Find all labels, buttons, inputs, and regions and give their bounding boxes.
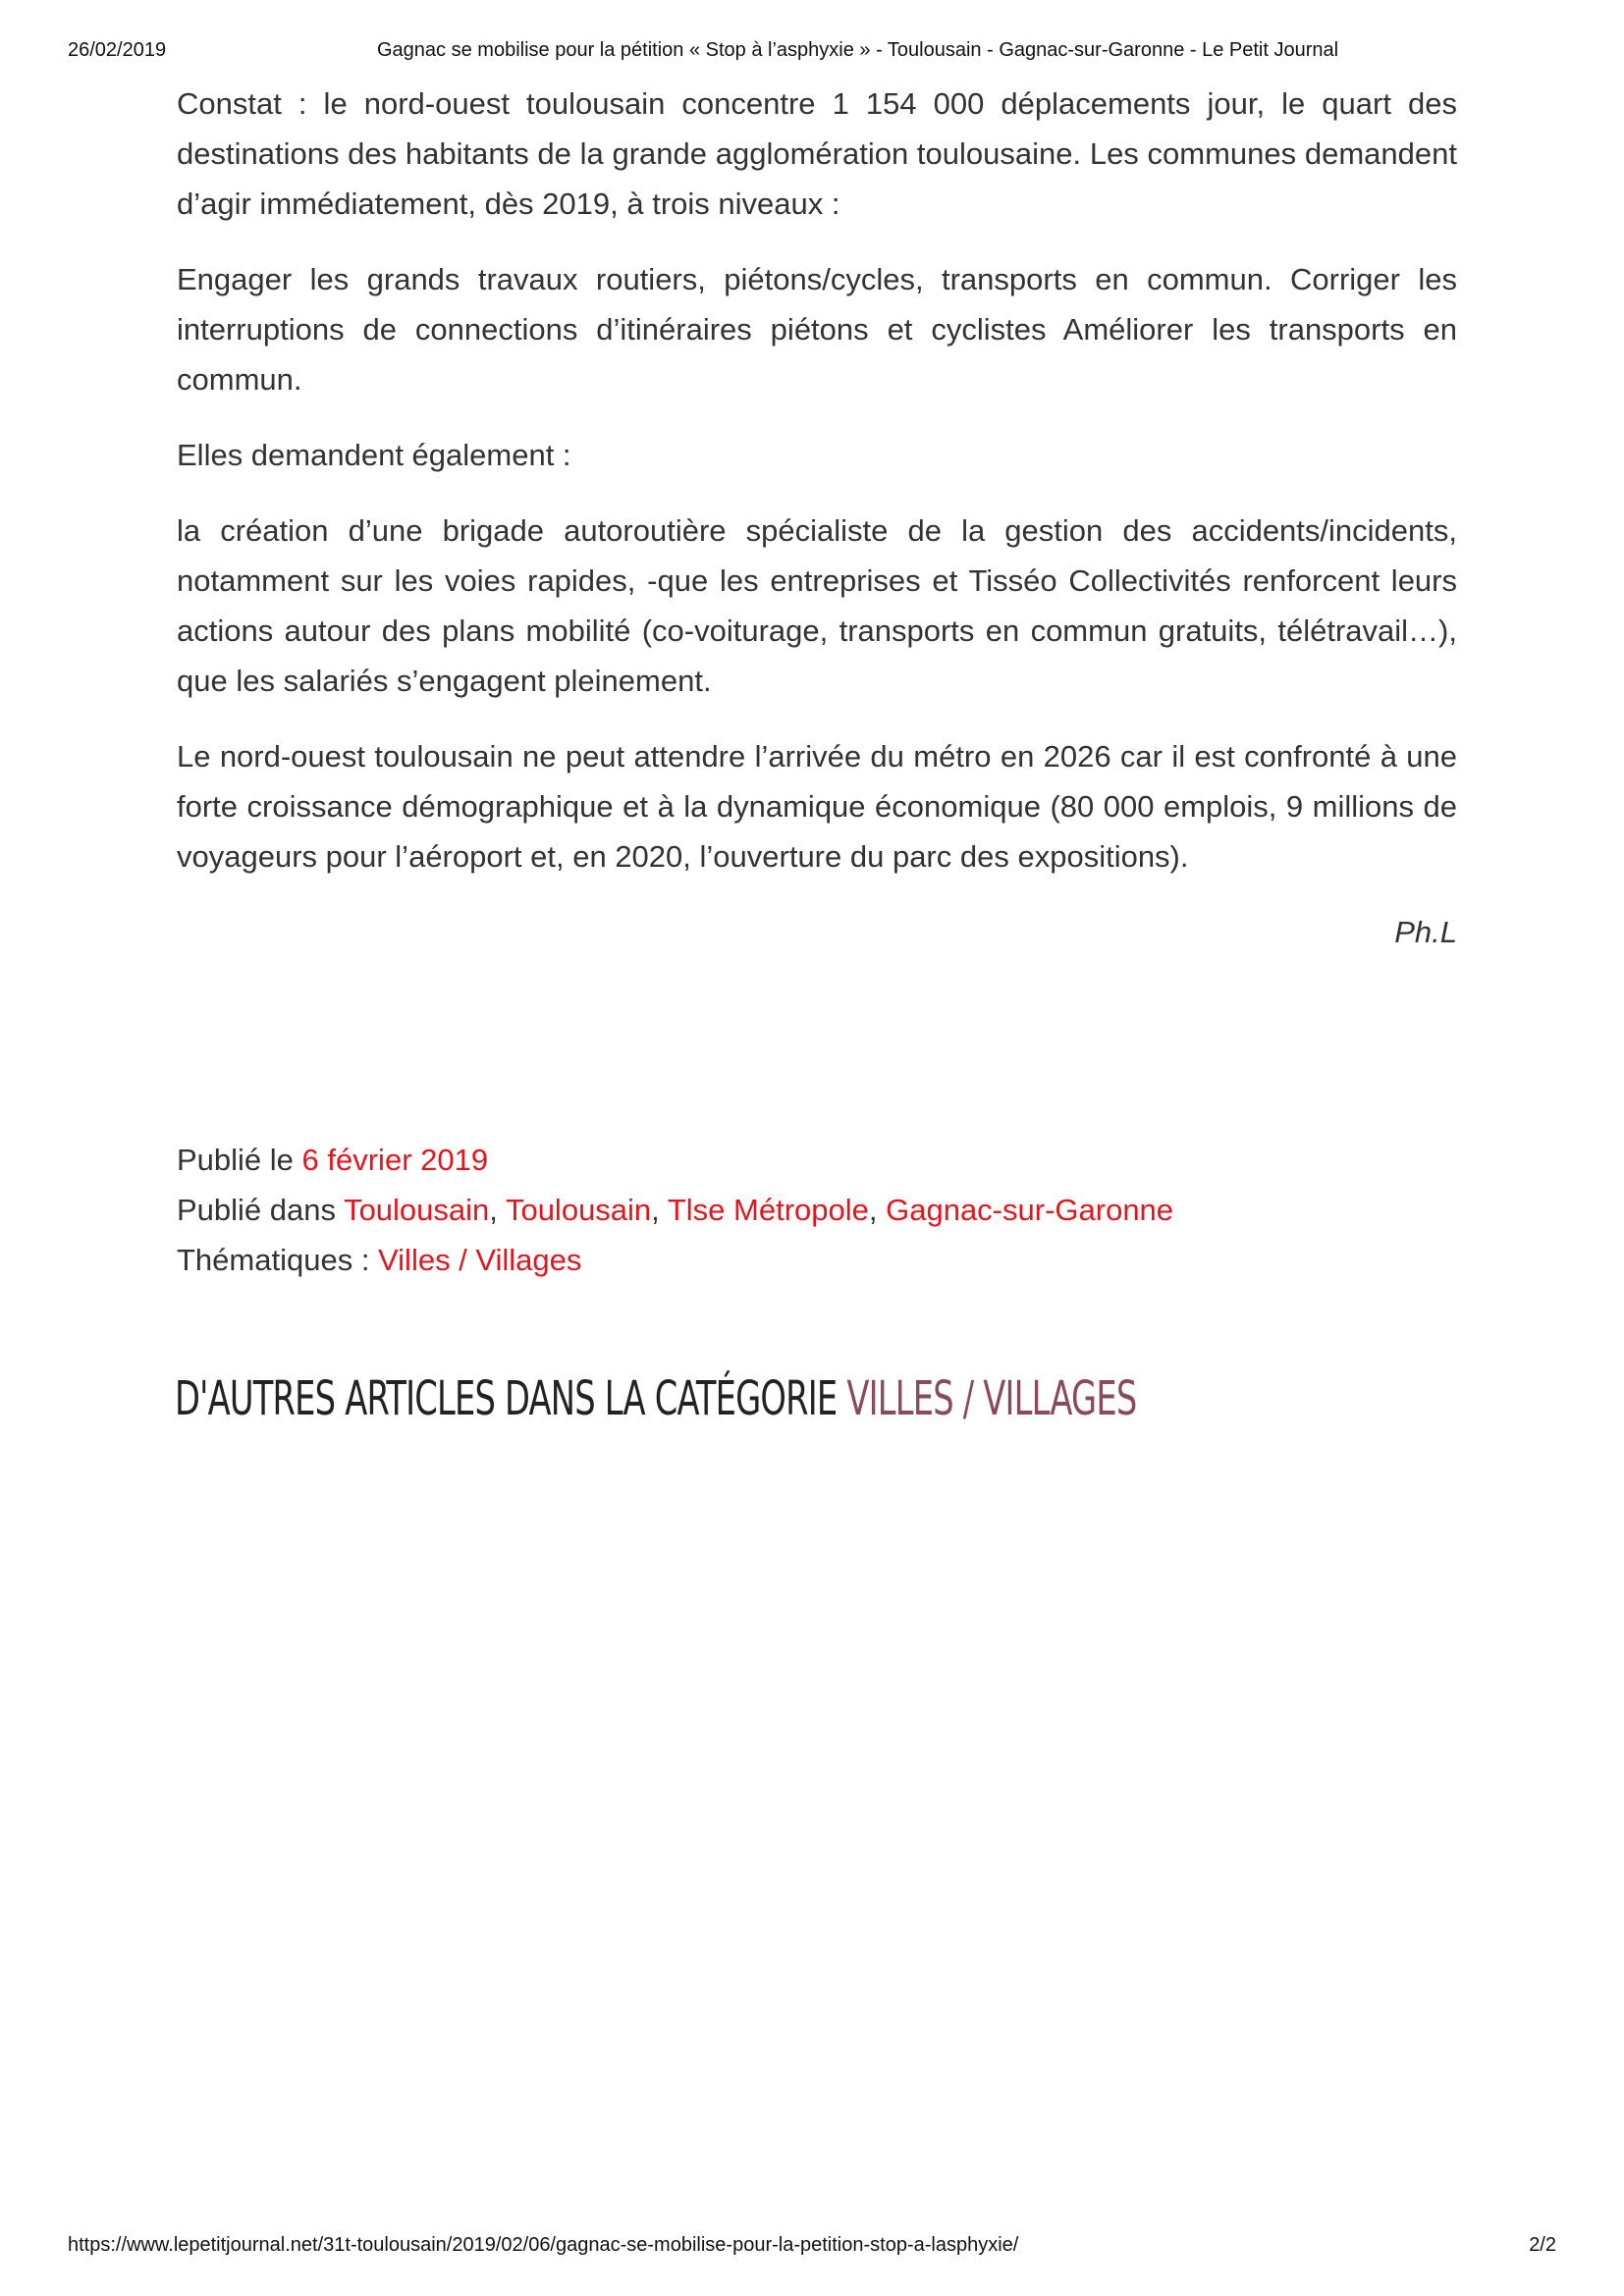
category-link-tlse-metropole[interactable]: Tlse Métropole [667,1193,869,1227]
published-date-link[interactable]: 6 février 2019 [301,1143,489,1177]
article-signature: Ph.L [1394,915,1457,949]
category-link-gagnac-sur-garonne[interactable]: Gagnac-sur-Garonne [886,1193,1174,1227]
print-header [68,39,1556,69]
category-separator: , [651,1193,668,1227]
print-date: 26/02/2019 [68,39,167,61]
article-meta [177,1135,1457,1285]
published-in-row [177,1185,1457,1235]
themes-label: Thématiques : [177,1243,379,1277]
published-label: Publié le [177,1143,302,1177]
print-footer [68,2234,1556,2264]
category-link-toulousain-2[interactable]: Toulousain [505,1193,652,1227]
article-body [177,79,1457,957]
related-heading-category[interactable]: VILLES / VILLAGES [846,1371,1137,1426]
themes-row [177,1235,1457,1285]
related-heading-prefix: D'AUTRES ARTICLES DANS LA CATÉGORIE [175,1371,847,1426]
published-in-label: Publié dans [177,1193,345,1227]
article-paragraph: la création d’une brigade autoroutière spécialiste de la gestion des accidents/incidents, notamment sur les voies rapides, -que les entreprises et Tisséo Collectivités renforcent leurs actions autour des plans mobilité (co-voiturage, transports en commun gratuits, télétravail…), que les salariés s’engagent pleinement. [177,513,1457,698]
related-articles-heading [175,1369,1136,1428]
print-page-title: Gagnac se mobilise pour la pétition « Stop à l’asphyxie » - Toulousain - Gagnac-sur-Garonne - Le Petit Journal [377,39,1339,61]
article-paragraph: Elles demandent également : [177,438,571,472]
category-separator: , [489,1193,506,1227]
theme-link-villes-villages[interactable]: Villes / Villages [378,1243,582,1277]
category-separator: , [868,1193,887,1227]
article-paragraph: Engager les grands travaux routiers, piétons/cycles, transports en commun. Corriger les interruptions de connections d’itinéraires piétons et cyclistes Améliorer les transports en commun. [177,262,1457,397]
article-paragraph: Constat : le nord-ouest toulousain concentre 1 154 000 déplacements jour, le quart des destinations des habitants de la grande agglomération toulousaine. Les communes demandent d’agir immédiatement, dès 2019, à trois niveaux : [177,86,1457,221]
print-url: https://www.lepetitjournal.net/31t-toulousain/2019/02/06/gagnac-se-mobilise-pour-la-petition-stop-a-lasphyxie/ [68,2234,1019,2256]
print-page-number: 2/2 [1529,2234,1556,2256]
article-paragraph: Le nord-ouest toulousain ne peut attendre l’arrivée du métro en 2026 car il est confronté à une forte croissance démographique et à la dynamique économique (80 000 emplois, 9 millions de voyageurs pour l’aéroport et, en 2020, l’ouverture du parc des expositions). [177,739,1457,874]
published-date-row [177,1135,1457,1185]
category-link-toulousain[interactable]: Toulousain [344,1193,490,1227]
